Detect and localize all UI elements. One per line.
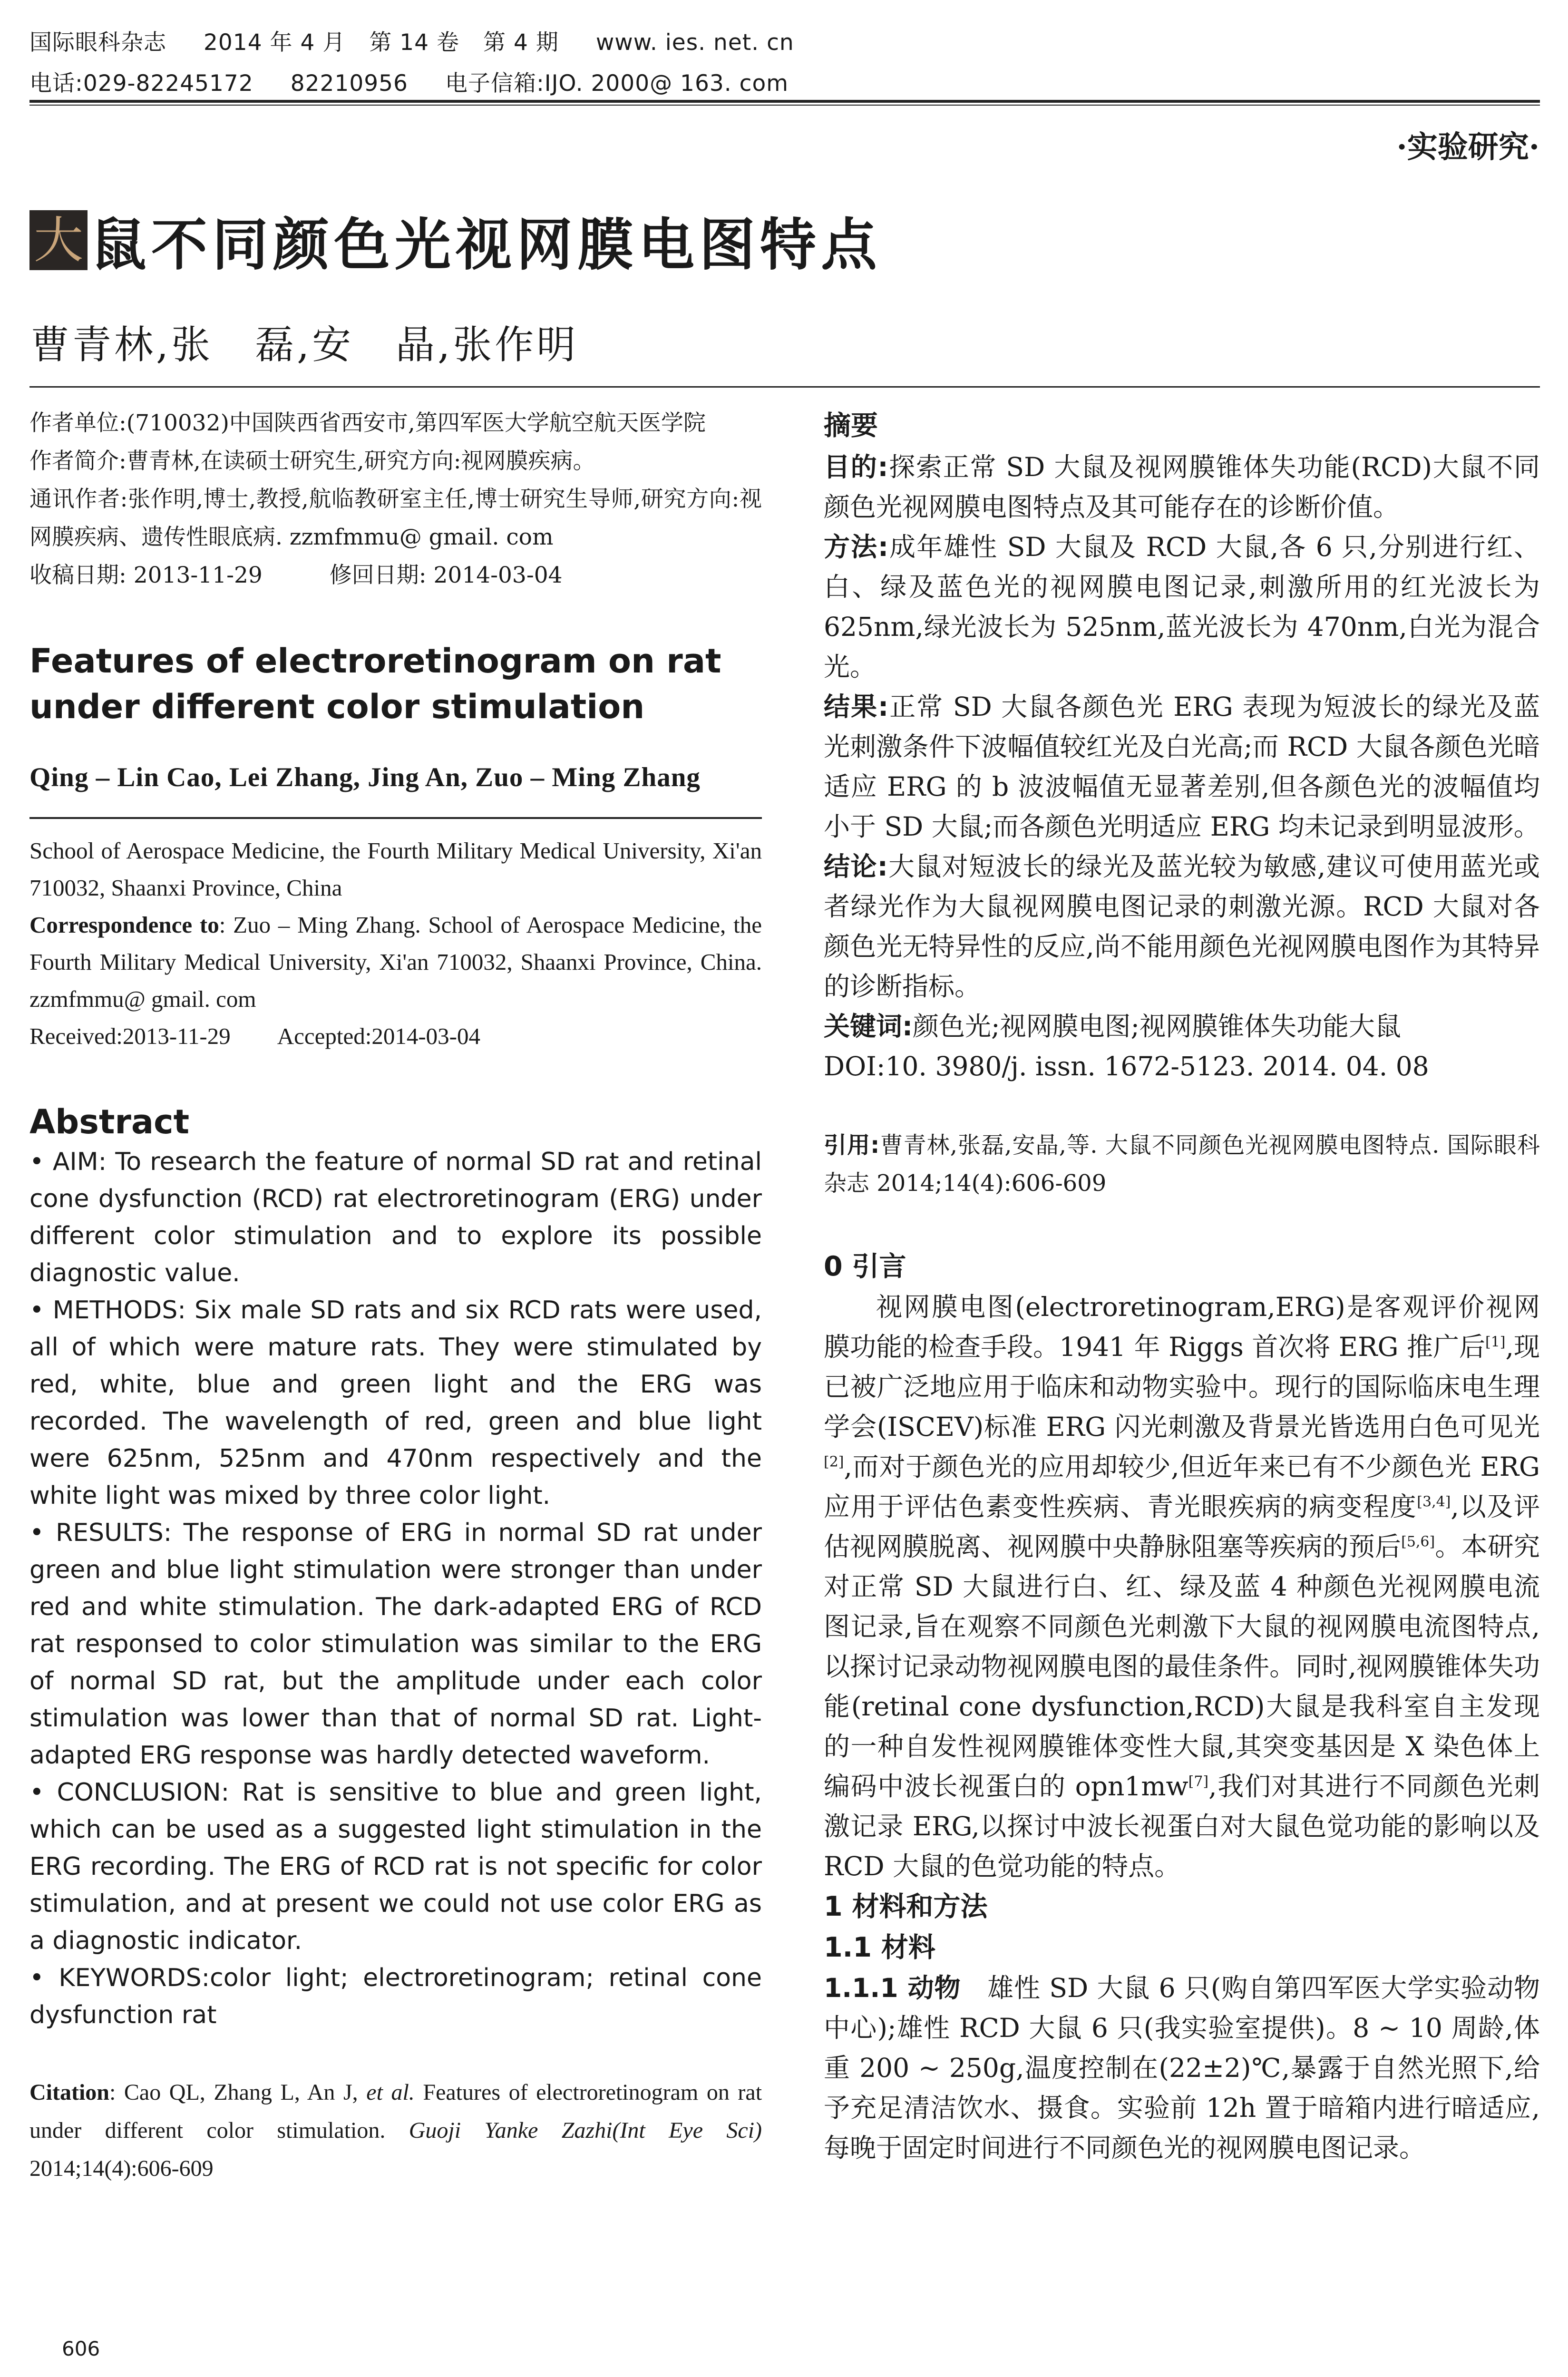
phone-1: 电话:029-82245172 — [29, 70, 253, 97]
correspondence-text: : Zuo – Ming Zhang. School of Aerospace Medicine, the Fourth Military Medical University, Xi'an 710032, Shaanxi Province, China. zzmfmmu@ gmail. com — [29, 912, 762, 1012]
cn-conclusion-label: 结论: — [824, 851, 888, 882]
citation-label: Citation — [29, 2080, 109, 2105]
english-citation — [29, 2074, 762, 2188]
abstract-results — [29, 1514, 762, 1774]
journal-header-line2 — [29, 66, 789, 97]
citation-etal: et al. — [366, 2080, 415, 2105]
animals-text: 雄性 SD 大鼠 6 只(购自第四军医大学实验动物中心);雄性 RCD 大鼠 6 只(我实验室提供)。8 ~ 10 周龄,体重 200 ~ 250g,温度控制在(22±2)℃,暴露于自然光照下,给予充足清洁饮水、摄食。实验前 12h 置于暗箱内进行暗适应,每晚于固定时间进行不同颜色光的视网膜电图记录。 — [824, 1973, 1540, 2163]
journal-email[interactable]: 电子信箱:IJO. 2000@ 163. com — [445, 70, 789, 97]
cn-methods-text: 成年雄性 SD 大鼠及 RCD 大鼠,各 6 只,分别进行红、白、绿及蓝色光的视网膜电图记录,刺激所用的红光波长为 625nm,绿光波长为 525nm,蓝光波长为 470nm,白光为混合光。 — [824, 532, 1540, 682]
english-abstract — [29, 1143, 762, 2034]
ref-2[interactable]: [2] — [824, 1453, 844, 1471]
header-rule — [29, 100, 1540, 103]
chinese-abstract-heading: 摘要 — [824, 410, 878, 441]
left-column — [29, 404, 762, 2188]
title-initial-image — [29, 210, 88, 270]
phone-2: 82210956 — [290, 70, 408, 97]
intro-text-2: ,现已被广泛地应用于临床和动物实验中。现行的国际临床电生理学会(ISCEV)标准 ERG 闪光刺激及背景光皆选用白色可见光 — [824, 1332, 1540, 1442]
authors-chinese: 曹青林,张 磊,安 晶,张作明 — [30, 322, 579, 368]
cn-keywords-label: 关键词: — [824, 1011, 913, 1042]
cn-results-text: 正常 SD 大鼠各颜色光 ERG 表现为短波长的绿光及蓝光刺激条件下波幅值较红光及白光高;而 RCD 大鼠各颜色光暗适应 ERG 的 b 波波幅值无显著差别,但各颜色光的波幅值均小于 SD 大鼠;而各颜色光明适应 ERG 均未记录到明显波形。 — [824, 692, 1540, 842]
english-authors: Qing – Lin Cao, Lei Zhang, Jing An, Zuo – Ming Zhang — [29, 762, 701, 792]
animals-paragraph — [824, 1968, 1540, 2168]
cn-keywords-text: 颜色光;视网膜电图;视网膜锥体失功能大鼠 — [913, 1011, 1402, 1042]
ref-4[interactable]: [5,6] — [1401, 1533, 1435, 1550]
author-info — [29, 404, 762, 594]
author-intro: 作者简介:曹青林,在读硕士研究生,研究方向:视网膜疾病。 — [29, 448, 595, 474]
cn-citation-label: 引用: — [824, 1132, 880, 1159]
journal-name: 国际眼科杂志 — [29, 29, 166, 56]
abstract-conclusion — [29, 1774, 762, 1959]
english-title: Features of electroretinogram on rat under different color stimulation — [29, 642, 721, 726]
citation-authors: : Cao QL, Zhang L, An J, — [109, 2080, 358, 2105]
keywords-text: :color light; electroretinogram; retinal cone dysfunction rat — [29, 1964, 762, 2029]
english-received: Received:2013-11-29 Accepted:2014-03-04 — [29, 1023, 480, 1049]
intro-paragraph — [824, 1287, 1540, 1886]
intro-body — [824, 1287, 1540, 1886]
english-correspondence — [29, 906, 762, 1018]
intro-text-6: ,我们对其进行不同颜色光刺激记录 ERG,以探讨中波长视蛋白对大鼠色觉功能的影响以及 RCD 大鼠的色觉功能的特点。 — [824, 1771, 1540, 1881]
abstract-aim — [29, 1143, 762, 1292]
header-rule-thin — [29, 105, 1540, 106]
ref-1[interactable]: [1] — [1485, 1334, 1506, 1351]
section-tag: ·实验研究· — [1396, 129, 1539, 165]
cn-conclusion — [824, 847, 1540, 1006]
results-text: : The response of ERG in normal SD rat under green and blue light stimulation were stronger than under red and white stimulation. The dark-adapted ERG of RCD rat responsed to color stimulation was similar to the ERG of normal SD rat, but the amplitude under each color stimulation was lower than that of normal SD rat. Light-adapted ERG response was hardly detected waveform. — [29, 1519, 762, 1770]
citation-title: Features of electroretinogram on rat under different color stimulation. — [29, 2080, 762, 2143]
abstract-heading: Abstract — [29, 1102, 190, 1141]
results-label: • RESULTS — [29, 1519, 164, 1547]
cn-doi[interactable]: DOI:10. 3980/j. issn. 1672-5123. 2014. 04. 08 — [824, 1051, 1429, 1081]
chinese-abstract — [824, 447, 1540, 1086]
aim-label: • AIM — [29, 1148, 98, 1176]
citation-journal: Guoji Yanke Zazhi(Int Eye Sci) — [409, 2118, 762, 2143]
intro-text-1: 视网膜电图(electroretinogram,ERG)是客观评价视网膜功能的检查手段。1941 年 Riggs 首次将 ERG 推广后 — [824, 1292, 1540, 1362]
ref-5[interactable]: [7] — [1188, 1773, 1209, 1790]
conclusion-text: : Rat is sensitive to blue and green light, which can be used as a suggested light stimulation in the ERG recording. The ERG of RCD rat is not specific for color stimulation, and at present we could not use color ERG as a diagnostic indicator. — [29, 1778, 762, 1955]
methods-heading: 1 材料和方法 — [824, 1891, 988, 1922]
abstract-methods — [29, 1292, 762, 1514]
cn-citation-text: 曹青林,张磊,安晶,等. 大鼠不同颜色光视网膜电图特点. 国际眼科杂志 2014;14(4):606-609 — [824, 1132, 1540, 1197]
title-first-char: 大 — [33, 211, 83, 269]
abstract-keywords — [29, 1959, 762, 2034]
animals-section — [824, 1968, 1540, 2168]
materials-heading: 1.1 材料 — [824, 1932, 935, 1963]
cn-keywords — [824, 1006, 1540, 1046]
keywords-label: • KEYWORDS — [29, 1964, 202, 1992]
correspondence-label: Correspondence to — [29, 912, 219, 938]
cn-aim-text: 探索正常 SD 大鼠及视网膜锥体失功能(RCD)大鼠不同颜色光视网膜电图特点及其可能存在的诊断价值。 — [824, 452, 1540, 522]
conclusion-label: • CONCLUSION — [29, 1778, 221, 1807]
authors-rule — [29, 386, 1540, 388]
english-affiliation-block — [29, 832, 762, 1055]
right-column — [824, 404, 1540, 2168]
intro-text-5: 。本研究对正常 SD 大鼠进行白、红、绿及蓝 4 种颜色光视网膜电流图记录,旨在观察不同颜色光刺激下大鼠的视网膜电流图特点,以探讨记录动物视网膜电图的最佳条件。同时,视网膜锥体失功能(retinal cone dysfunction,RCD)大鼠是我科室自主发现的一种自发性视网膜锥体变性大鼠,其突变基因是 X 染色体上编码中波长视蛋白的 opn1mw — [824, 1531, 1540, 1802]
intro-heading: 0 引言 — [824, 1251, 906, 1282]
citation-volume: 2014;14(4):606-609 — [29, 2156, 214, 2181]
cn-methods-label: 方法: — [824, 532, 889, 562]
issue-date: 2014 年 4 月 — [204, 29, 346, 56]
title-text: 鼠不同颜色光视网膜电图特点 — [90, 212, 882, 278]
ref-3[interactable]: [3,4] — [1417, 1493, 1451, 1510]
cn-results-label: 结果: — [824, 692, 889, 722]
cn-conclusion-text: 大鼠对短波长的绿光及蓝光较为敏感,建议可使用蓝光或者绿光作为大鼠视网膜电图记录的刺激光源。RCD 大鼠对各颜色光无特异性的反应,尚不能用颜色光视网膜电图作为其特异的诊断指标。 — [824, 851, 1540, 1002]
intro-text-4: ,以及评估视网膜脱离、视网膜中央静脉阻塞等疾病的预后 — [824, 1491, 1540, 1562]
page-number: 606 — [62, 2337, 100, 2360]
methods-label: • METHODS — [29, 1296, 178, 1325]
affiliation-rule — [29, 817, 762, 819]
cn-methods — [824, 527, 1540, 687]
journal-header-line1 — [29, 25, 794, 57]
issue: 第 4 期 — [483, 29, 559, 56]
cn-results — [824, 687, 1540, 847]
received-dates-cn: 收稿日期: 2013-11-29 修回日期: 2014-03-04 — [29, 562, 563, 588]
website[interactable]: www. ies. net. cn — [595, 29, 794, 56]
intro-text-3: ,而对于颜色光的应用却较少,但近年来已有不少颜色光 ERG 应用于评估色素变性疾病、青光眼疾病的病变程度 — [824, 1452, 1540, 1522]
aim-text: : To research the feature of normal SD rat and retinal cone dysfunction (RCD) rat electroretinogram (ERG) under different color stimulation and to explore its possible diagnostic value. — [29, 1148, 762, 1287]
volume: 第 14 卷 — [369, 29, 460, 56]
corresponding-author: 通讯作者:张作明,博士,教授,航临教研室主任,博士研究生导师,研究方向:视网膜疾病、遗传性眼底病. zzmfmmu@ gmail. com — [29, 486, 762, 550]
english-affiliation: School of Aerospace Medicine, the Fourth Military Medical University, Xi'an 710032, Shaanxi Province, China — [29, 838, 762, 901]
cn-aim-label: 目的: — [824, 452, 888, 482]
chinese-citation — [824, 1126, 1540, 1202]
author-unit: 作者单位:(710032)中国陕西省西安市,第四军医大学航空航天医学院 — [29, 410, 706, 436]
animals-heading: 1.1.1 动物 — [824, 1973, 961, 2003]
methods-text: : Six male SD rats and six RCD rats were used, all of which were mature rats. They were stimulated by red, white, blue and green light and the ERG was recorded. The wavelength of red, green and blue light were 625nm, 525nm and 470nm respectively and the white light was mixed by three color light. — [29, 1296, 762, 1510]
cn-aim — [824, 447, 1540, 527]
article-title — [29, 200, 882, 281]
